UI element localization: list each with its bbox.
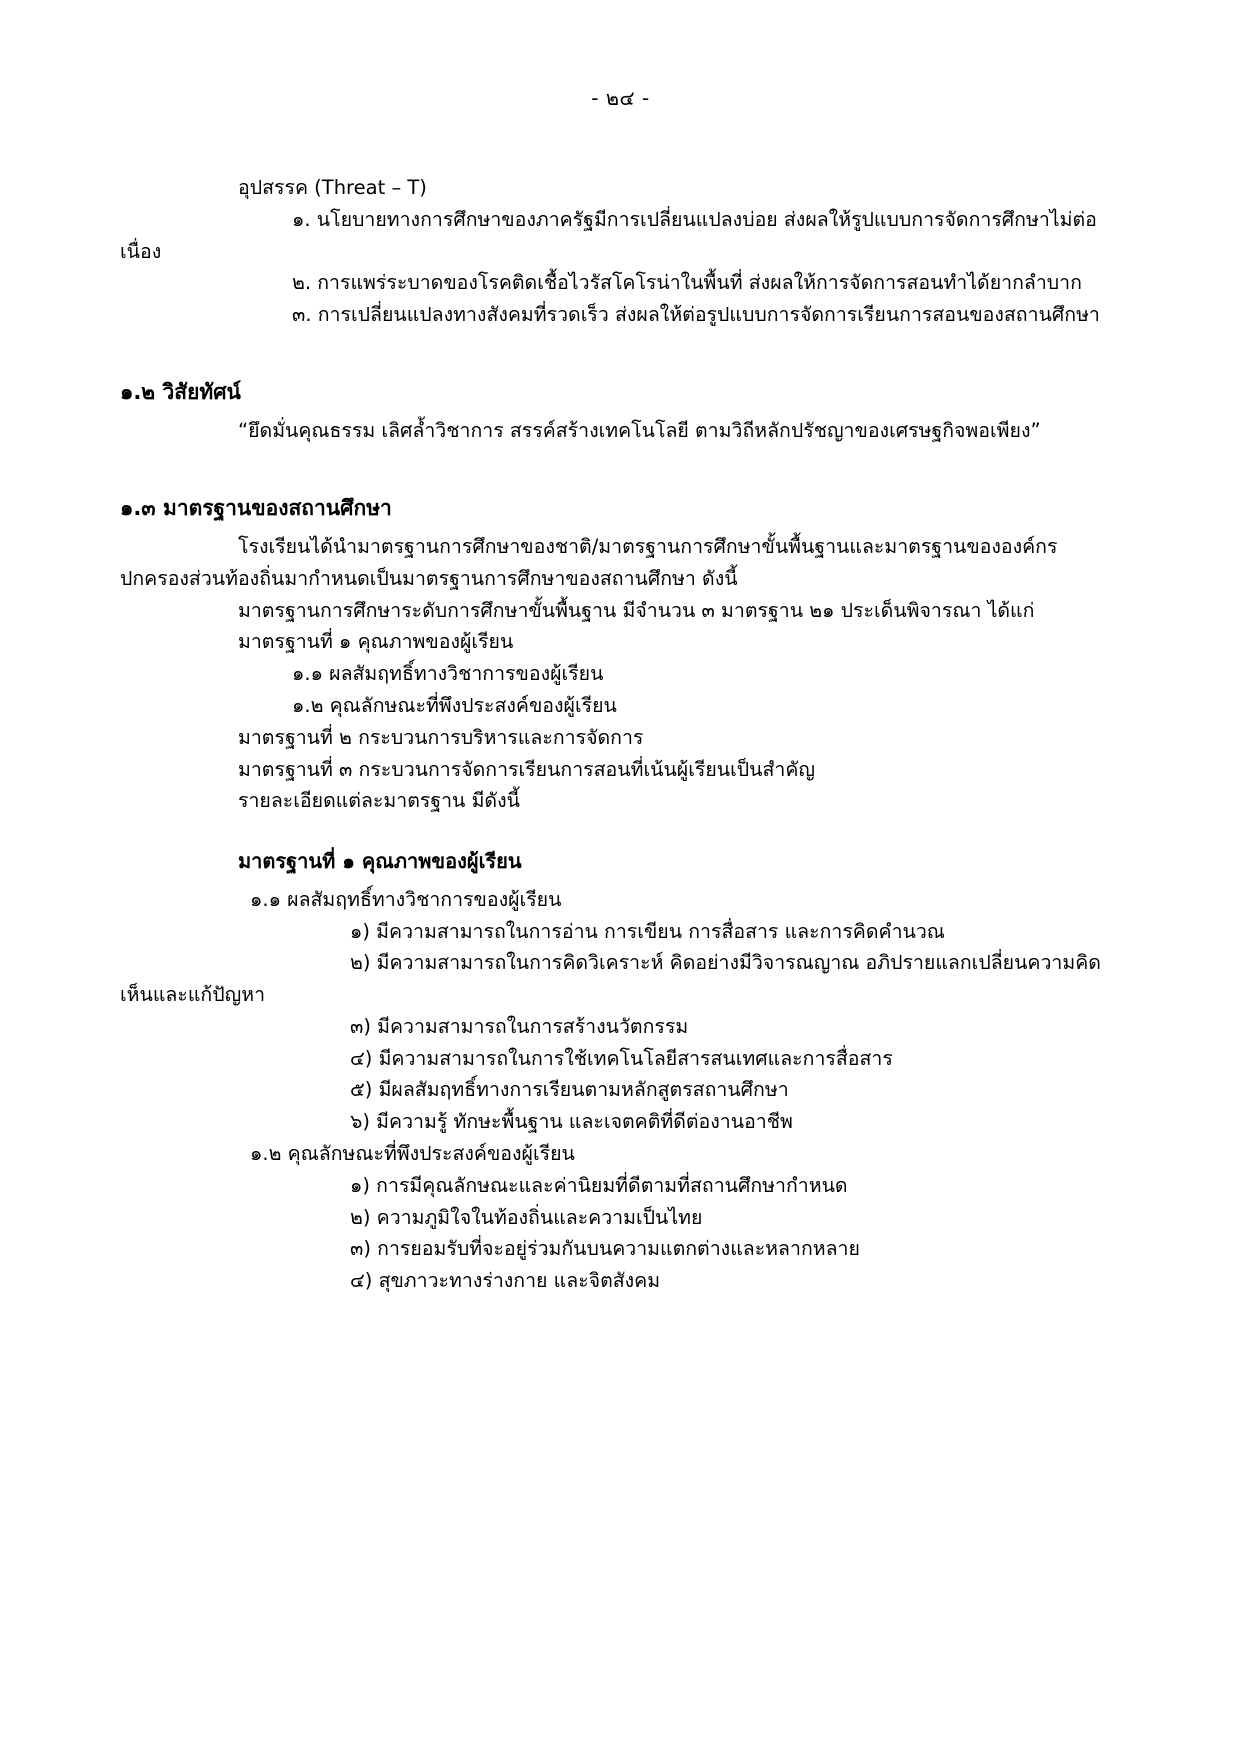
standard-one-group1-item: ๑) มีความสามารถในการอ่าน การเขียน การสื่อสาร และการคิดคำนวณ <box>350 919 945 943</box>
threat-item: ๑. นโยบายทางการศึกษาของภาครัฐมีการเปลี่ยนแปลงบ่อย ส่งผลให้รูปแบบการจัดการศึกษาไม่ต่อเนื่อง <box>120 207 1097 263</box>
threat-section-title: อุปสรรค (Threat – T) <box>238 176 427 199</box>
standards-subline: ๑.๑ ผลสัมฤทธิ์ทางวิชาการของผู้เรียน <box>292 662 604 686</box>
threat-item: ๓. การเปลี่ยนแปลงทางสังคมที่รวดเร็ว ส่งผลให้ต่อรูปแบบการจัดการเรียนการสอนของสถานศึกษา <box>292 303 1100 327</box>
standards-line: มาตรฐานที่ ๑ คุณภาพของผู้เรียน <box>238 630 514 654</box>
standards-subline: ๑.๒ คุณลักษณะที่พึงประสงค์ของผู้เรียน <box>292 694 617 718</box>
document-body <box>120 172 1121 1297</box>
spacer <box>120 817 1121 845</box>
standards-heading: ๑.๓ มาตรฐานของสถานศึกษา <box>120 495 392 520</box>
standard-one-group2-item: ๓) การยอมรับที่จะอยู่ร่วมกันบนความแตกต่างและหลากหลาย <box>350 1237 860 1261</box>
standard-one-group1-item: ๒) มีความสามารถในการคิดวิเคราะห์ คิดอย่างมีวิจารณญาณ อภิปรายแลกเปลี่ยนความคิดเห็นและแก้ปัญหา <box>120 951 1101 1007</box>
standards-line: มาตรฐานที่ ๒ กระบวนการบริหารและการจัดการ <box>238 725 644 749</box>
standard-one-group1-item: ๓) มีความสามารถในการสร้างนวัตกรรม <box>350 1014 689 1038</box>
page-number: - ๒๔ - <box>591 86 650 110</box>
threat-item: ๒. การแพร่ระบาดของโรคติดเชื้อไวรัสโคโรน่าในพื้นที่ ส่งผลให้การจัดการสอนทำได้ยากลำบาก <box>292 271 1082 295</box>
standard-one-group1-item: ๕) มีผลสัมฤทธิ์ทางการเรียนตามหลักสูตรสถานศึกษา <box>350 1078 789 1102</box>
standard-one-group1-item: ๖) มีความรู้ ทักษะพื้นฐาน และเจตคติที่ดีต่องานอาชีพ <box>350 1110 793 1134</box>
standard-one-group2-item: ๒) ความภูมิใจในท้องถิ่นและความเป็นไทย <box>350 1205 703 1229</box>
spacer <box>120 331 1121 375</box>
vision-quote: “ยึดมั่นคุณธรรม เลิศล้ำวิชาการ สรรค์สร้างเทคโนโลยี ตามวิถีหลักปรัชญาของเศรษฐกิจพอเพียง” <box>238 419 1041 443</box>
standards-intro: โรงเรียนได้นำมาตรฐานการศึกษาของชาติ/มาตรฐานการศึกษาขั้นพื้นฐานและมาตรฐานขององค์กรปกครองส่วนท้องถิ่นมากำหนดเป็นมาตรฐานการศึกษาของสถานศึกษา ดังนี้ <box>120 535 1058 590</box>
standard-one-group2-item: ๑) การมีคุณลักษณะและค่านิยมที่ดีตามที่สถานศึกษากำหนด <box>350 1173 848 1197</box>
standard-one-heading: มาตรฐานที่ ๑ คุณภาพของผู้เรียน <box>238 849 522 874</box>
standards-line: มาตรฐานที่ ๓ กระบวนการจัดการเรียนการสอนที่เน้นผู้เรียนเป็นสำคัญ <box>238 757 815 781</box>
standard-one-group1-title: ๑.๑ ผลสัมฤทธิ์ทางวิชาการของผู้เรียน <box>250 887 562 911</box>
standard-one-group1-item: ๔) มีความสามารถในการใช้เทคโนโลยีสารสนเทศและการสื่อสาร <box>350 1046 893 1070</box>
vision-heading: ๑.๒ วิสัยทัศน์ <box>120 379 241 404</box>
standard-one-group2-title: ๑.๒ คุณลักษณะที่พึงประสงค์ของผู้เรียน <box>250 1142 575 1165</box>
spacer <box>120 447 1121 491</box>
standards-line: รายละเอียดแต่ละมาตรฐาน มีดังนี้ <box>238 789 520 813</box>
standards-line: มาตรฐานการศึกษาระดับการศึกษาขั้นพื้นฐาน มีจำนวน ๓ มาตรฐาน ๒๑ ประเด็นพิจารณา ได้แก่ <box>238 598 1035 622</box>
standard-one-group2-item: ๔) สุขภาวะทางร่างกาย และจิตสังคม <box>350 1269 661 1293</box>
